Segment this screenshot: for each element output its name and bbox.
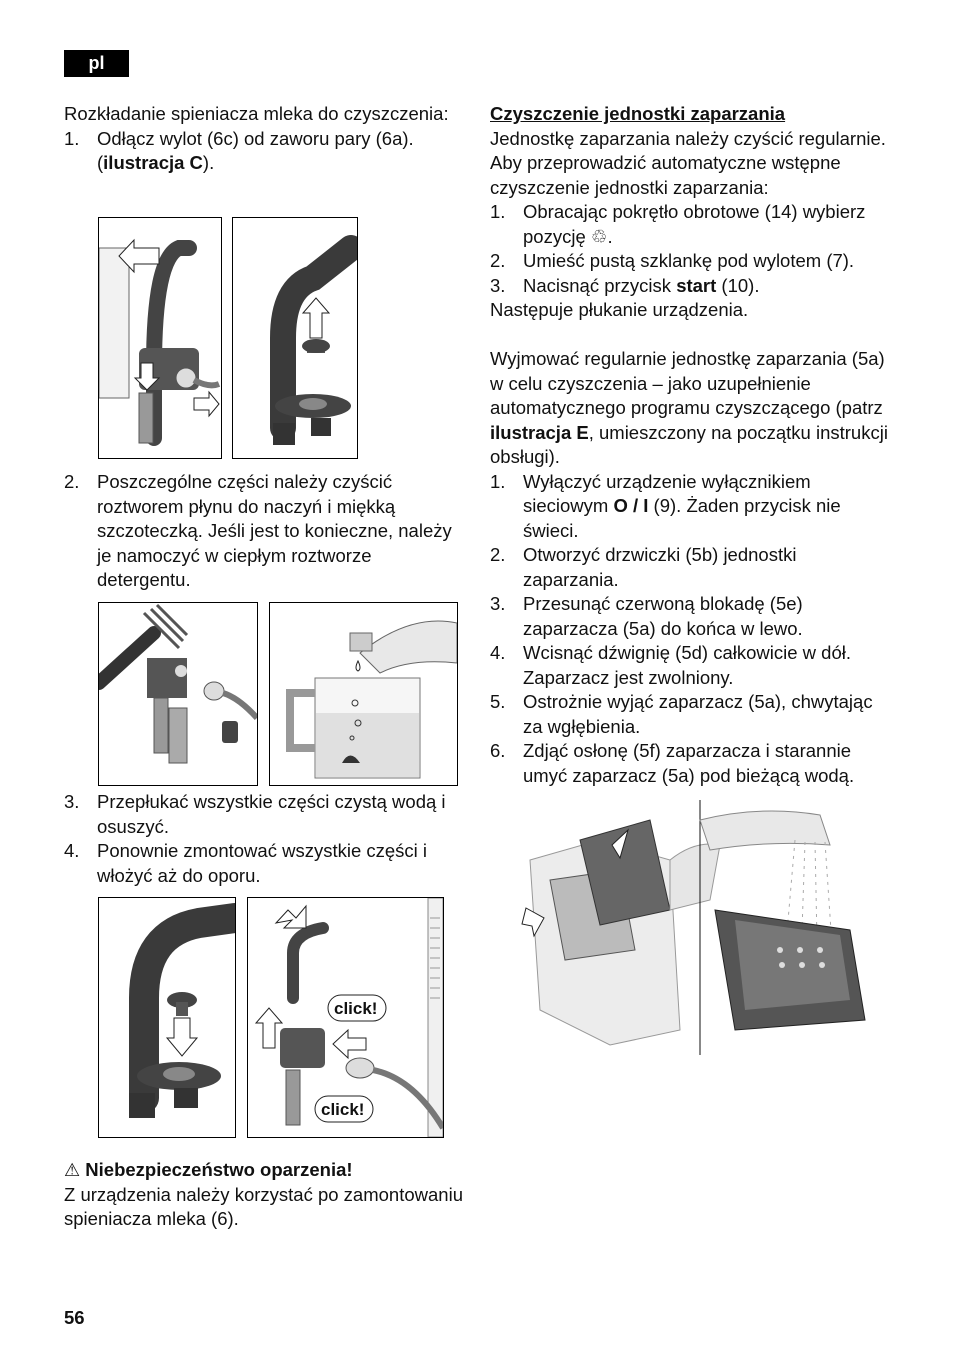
warning-block [64,1158,464,1232]
list-item: 2. Umieść pustą szklankę pod wylotem (7). [490,250,855,271]
list-item: 1. Odłącz wylot (6c) od zaworu pary (6a). (ilustracja C). [64,127,414,173]
list-item: 3. Nacisnąć przycisk start (10). [490,274,760,296]
click-label-upper: click! [334,999,378,1018]
warning-title: Niebezpieczeństwo oparzenia! [85,1159,353,1180]
intro-text: Rozkładanie spieniacza mleka do czyszczenia: [64,103,449,124]
list-item: 1. Obracając pokrętło obrotowe (14) wybierz pozycję ♲. [490,201,866,247]
figure-detach-spout-a [98,217,222,459]
list-item: 4. Ponownie zmontować wszystkie części i włożyć aż do oporu. [64,840,428,886]
figure-brush-cleaning [98,602,258,786]
list-item: 6. Zdjąć osłonę (5f) zaparzacza i starannie umyć zaparzacz (5a) pod bieżącą wodą. [490,740,855,786]
list-item: 3. Przepłukać wszystkie części czystą wodą i osuszyć. [64,791,446,837]
figure-soak-in-detergent [269,602,458,786]
paragraph: Wyjmować regularnie jednostkę zaparzania (5a) w celu czyszczenia – jako uzupełnienie automatycznego programu czyszczącego (patrz ilustracja E, umieszczony na początku instrukcji obsługi). [490,348,888,467]
list-item: 3. Przesunąć czerwoną blokadę (5e) zaparzacza (5a) do końca w lewo. [490,593,803,639]
left-column [64,102,464,176]
list-item: 2. Poszczególne części należy czyścić roztworem płynu do naczyń i miękką szczoteczką. Jeśli jest to konieczne, należy je namoczyć w ciepłym roztworze detergentu. [64,471,452,590]
language-tag: pl [64,50,129,77]
click-label-lower: click! [321,1100,365,1119]
figure-ref: ilustracja E [490,421,589,443]
list-item: 2. Otworzyć drzwiczki (5b) jednostki zaparzania. [490,544,797,590]
rinse-symbol-icon: ♲ [590,225,608,247]
section-heading: Czyszczenie jednostki zaparzania [490,103,786,124]
warning-text: Z urządzenia należy korzystać po zamontowaniu spieniacza mleka (6). [64,1183,463,1229]
figure-reassemble-b [247,897,444,1138]
intro-text: Jednostkę zaparzania należy czyścić regularnie. Aby przeprowadzić automatyczne wstępne czyszczenie jednostki zaparzania: [490,127,886,198]
right-column [490,102,895,788]
rinse-note: Następuje płukanie urządzenia. [490,299,749,320]
figure-detach-spout-b [232,217,358,459]
left-column-steps34 [64,790,464,888]
warning-icon: ⚠ [64,1160,81,1180]
figure-brewing-unit [520,800,892,1055]
figure-ref: ilustracja C [103,152,203,173]
list-item: 5. Ostrożnie wyjąć zaparzacz (5a), chwytając za wgłębienia. [490,691,873,737]
button-name: start [676,274,717,296]
list-item: 4. Wcisnąć dźwignię (5d) całkowicie w dół. Zaparzacz jest zwolniony. [490,642,851,688]
power-switch-label: O / I [613,495,649,516]
figure-reassemble-a [98,897,236,1138]
list-item: 1. Wyłączyć urządzenie wyłącznikiem sieciowym O / I (9). Żaden przycisk nie świeci. [490,470,841,541]
left-column-step2 [64,470,464,593]
page-number: 56 [64,1307,85,1328]
